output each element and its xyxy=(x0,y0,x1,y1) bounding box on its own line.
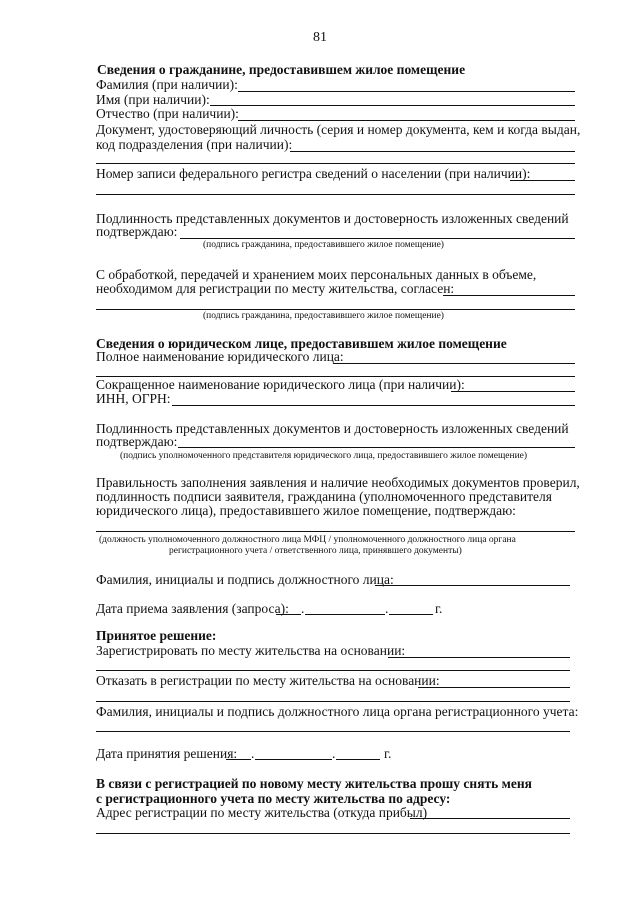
decision-date-day[interactable] xyxy=(226,759,251,760)
receipt-date-sep1: . xyxy=(301,601,305,616)
full-name-field[interactable] xyxy=(333,363,575,364)
receipt-date-sep2: . xyxy=(385,601,389,616)
decision-date-year[interactable] xyxy=(336,759,380,760)
consent-signature-caption: (подпись гражданина, предоставившего жилое помещение) xyxy=(203,311,444,321)
patronymic-label: Отчество (при наличии): xyxy=(96,106,239,121)
document-field[interactable] xyxy=(290,151,575,152)
decision-date-sep2: . xyxy=(332,746,336,761)
citizen-heading: Сведения о гражданине, предоставившем жилое помещение xyxy=(97,62,466,77)
consent-line1: С обработкой, передачей и хранением моих персональных данных в объеме, xyxy=(96,267,537,282)
verification-line1: Правильность заполнения заявления и наличие необходимых документов проверил, xyxy=(96,475,580,490)
short-name-label: Сокращенное наименование юридического лица (при наличии): xyxy=(96,377,465,392)
refuse-basis-field[interactable] xyxy=(418,687,570,688)
verification-caption-line1: (должность уполномоченного должностного лица МФЦ / уполномоченного должностного лица органа xyxy=(99,535,516,545)
citizen-authenticity-line1: Подлинность представленных документов и достоверность изложенных сведений xyxy=(96,211,569,226)
register-label: Зарегистрировать по месту жительства на основании: xyxy=(96,643,406,658)
name-label: Имя (при наличии): xyxy=(96,92,210,107)
legal-entity-heading: Сведения о юридическом лице, предоставившем жилое помещение xyxy=(96,336,507,351)
receipt-date-day[interactable] xyxy=(276,614,301,615)
decision-date-sep1: . xyxy=(251,746,255,761)
patronymic-field[interactable] xyxy=(238,120,575,121)
citizen-authenticity-line2: подтверждаю: xyxy=(96,224,178,239)
registry-field[interactable] xyxy=(510,180,575,181)
legal-authenticity-line1: Подлинность представленных документов и достоверность изложенных сведений xyxy=(96,421,569,436)
page-number: 81 xyxy=(313,30,327,45)
previous-address-field[interactable] xyxy=(410,818,570,819)
previous-address-extra[interactable] xyxy=(96,833,570,834)
full-name-label: Полное наименование юридического лица: xyxy=(96,349,344,364)
verification-line3: юридического лица), предоставившего жилое помещение, подтверждаю: xyxy=(96,503,516,518)
official-name-label: Фамилия, инициалы и подпись должностного лица: xyxy=(96,572,394,587)
decision-heading: Принятое решение: xyxy=(96,628,217,643)
register-basis-field[interactable] xyxy=(388,657,570,658)
receipt-date-label: Дата приема заявления (запроса): xyxy=(96,601,289,616)
decision-date-label: Дата принятия решения: xyxy=(96,746,238,761)
legal-signature-field[interactable] xyxy=(178,447,575,448)
citizen-signature-field[interactable] xyxy=(180,238,575,239)
inn-ogrn-field[interactable] xyxy=(172,405,575,406)
legal-authenticity-line2: подтверждаю: xyxy=(96,434,178,449)
verification-caption-line2: регистрационного учета / ответственного лица, принявшего документы) xyxy=(169,546,462,556)
receipt-date-suffix: г. xyxy=(435,601,443,616)
document-label-line2: код подразделения (при наличии): xyxy=(96,137,293,152)
short-name-field[interactable] xyxy=(451,391,575,392)
surname-field[interactable] xyxy=(238,91,575,92)
decision-date-suffix: г. xyxy=(384,746,392,761)
document-field-extra[interactable] xyxy=(96,163,575,164)
consent-line2: необходимом для регистрации по месту жительства, согласен: xyxy=(96,281,455,296)
previous-address-label: Адрес регистрации по месту жительства (откуда прибыл) xyxy=(96,805,428,820)
refuse-basis-extra[interactable] xyxy=(96,701,570,702)
receipt-date-year[interactable] xyxy=(389,614,433,615)
legal-signature-caption: (подпись уполномоченного представителя юридического лица, предоставившего жилое помещение) xyxy=(120,451,528,461)
inn-ogrn-label: ИНН, ОГРН: xyxy=(96,391,171,406)
decision-official-label: Фамилия, инициалы и подпись должностного лица органа регистрационного учета: xyxy=(96,704,579,719)
decision-date-month[interactable] xyxy=(255,759,332,760)
verification-line2: подлинность подписи заявителя, гражданина (уполномоченного представителя xyxy=(96,489,552,504)
official-name-field[interactable] xyxy=(375,585,570,586)
registry-label: Номер записи федерального регистра сведений о населении (при наличии): xyxy=(96,166,531,181)
refuse-label: Отказать в регистрации по месту жительства на основании: xyxy=(96,673,440,688)
registry-field-extra[interactable] xyxy=(96,194,575,195)
verification-position-field[interactable] xyxy=(96,531,575,532)
deregistration-heading-line1: В связи с регистрацией по новому месту жительства прошу снять меня xyxy=(96,776,532,791)
decision-official-field[interactable] xyxy=(96,731,570,732)
consent-signature-field[interactable] xyxy=(443,295,575,296)
citizen-signature-caption: (подпись гражданина, предоставившего жилое помещение) xyxy=(203,240,444,250)
register-basis-extra[interactable] xyxy=(96,670,570,671)
document-label-line1: Документ, удостоверяющий личность (серия и номер документа, кем и когда выдан, xyxy=(96,122,581,137)
name-field[interactable] xyxy=(210,105,575,106)
deregistration-heading-line2: с регистрационного учета по месту жительства по адресу: xyxy=(96,791,451,806)
surname-label: Фамилия (при наличии): xyxy=(96,77,238,92)
receipt-date-month[interactable] xyxy=(305,614,385,615)
consent-signature-extra[interactable] xyxy=(96,309,575,310)
